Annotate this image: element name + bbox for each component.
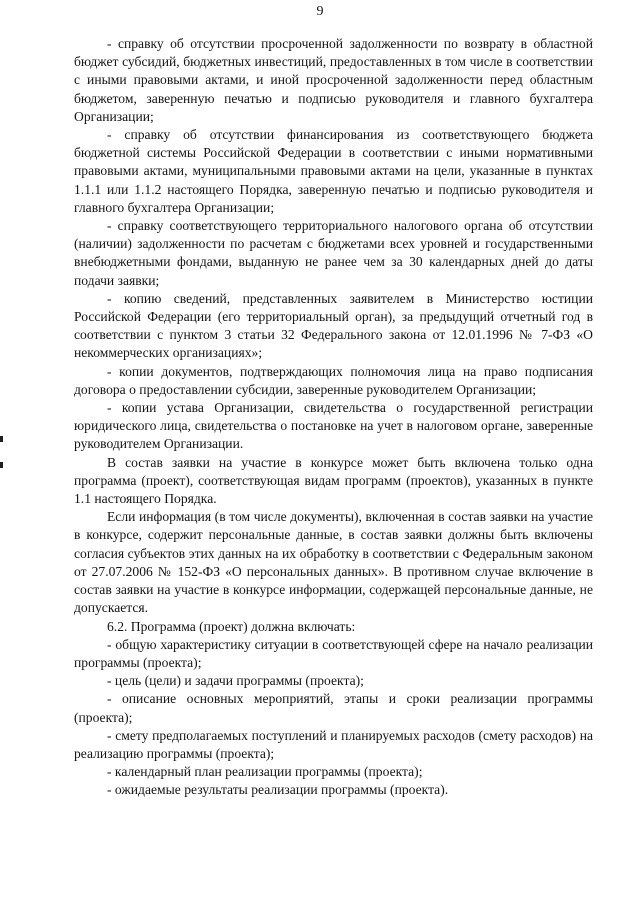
paragraph: - цель (цели) и задачи программы (проекта); <box>107 673 364 689</box>
paragraph: В состав заявки на участие в конкурсе может быть включена только одна программа (проект), соответствующая видам программ (проектов), указанных в пункте 1.1 настоящего Порядка. <box>74 454 593 507</box>
paragraph: - копии устава Организации, свидетельства о государственной регистрации юридического лица, свидетельства о постановке на учет в налоговом органе, заверенные руководителем Организации. <box>74 400 593 452</box>
binding-mark <box>0 436 3 442</box>
binding-mark <box>0 462 3 468</box>
paragraph: - календарный план реализации программы (проекта); <box>107 764 423 780</box>
paragraph: - справку соответствующего территориального налогового органа об отсутствии (наличии) задолженности по расчетам с бюджетами всех уровней и государственными внебюджетными фондами, выданную не ранее чем за 30 календарных дней до даты подачи заявки; <box>74 218 593 288</box>
paragraph: - смету предполагаемых поступлений и планируемых расходов (смету расходов) на реализацию программы (проекта); <box>74 727 593 761</box>
paragraph: - копии документов, подтверждающих полномочия лица на право подписания договора о предоставлении субсидии, заверенные руководителем Организации; <box>74 363 593 397</box>
paragraph: - копию сведений, представленных заявителем в Министерство юстиции Российской Федерации (его территориальный орган), за предыдущий отчетный год в соответствии с пунктом 3 статьи 32 Федерального закона от 12.01.1996 № 7-ФЗ «О некоммерческих организациях»; <box>74 290 593 361</box>
paragraph: - справку об отсутствии финансирования из соответствующего бюджета бюджетной системы Российской Федерации в соответствии с иными нормативными правовыми актами, муниципальными правовыми актами на цели, указанные в пунктах 1.1.1 или 1.1.2 настоящего Порядка, заверенную печатью и подписью руководителя и главного бухгалтера Организации; <box>74 127 593 215</box>
paragraph: - ожидаемые результаты реализации программы (проекта). <box>107 782 449 798</box>
paragraph: Если информация (в том числе документы), включенная в состав заявки на участие в конкурсе, содержит персональные данные, в состав заявки должны быть включены согласия субъектов этих данных на их обработку в соответствии с Федеральным законом от 27.07.2006 № 152-ФЗ «О персональных данных». В противном случае включение в состав заявки на участие в конкурсе информации, содержащей персональные данные, не допускается. <box>74 509 593 616</box>
paragraph: - описание основных мероприятий, этапы и сроки реализации программы (проекта); <box>74 691 593 725</box>
section-heading: 6.2. Программа (проект) должна включать: <box>107 618 356 634</box>
page-number: 9 <box>316 4 324 19</box>
paragraph: - справку об отсутствии просроченной задолженности по возврату в областной бюджет субсидий, бюджетных инвестиций, предоставленных в том числе в соответствии с иными правовыми актами, и иной просроченной задолженности перед областным бюджетом, заверенную печатью и подписью руководителя и главного бухгалтера Организации; <box>74 36 593 124</box>
paragraph: - общую характеристику ситуации в соответствующей сфере на начало реализации программы (проекта); <box>74 636 593 670</box>
document-body <box>74 35 593 800</box>
